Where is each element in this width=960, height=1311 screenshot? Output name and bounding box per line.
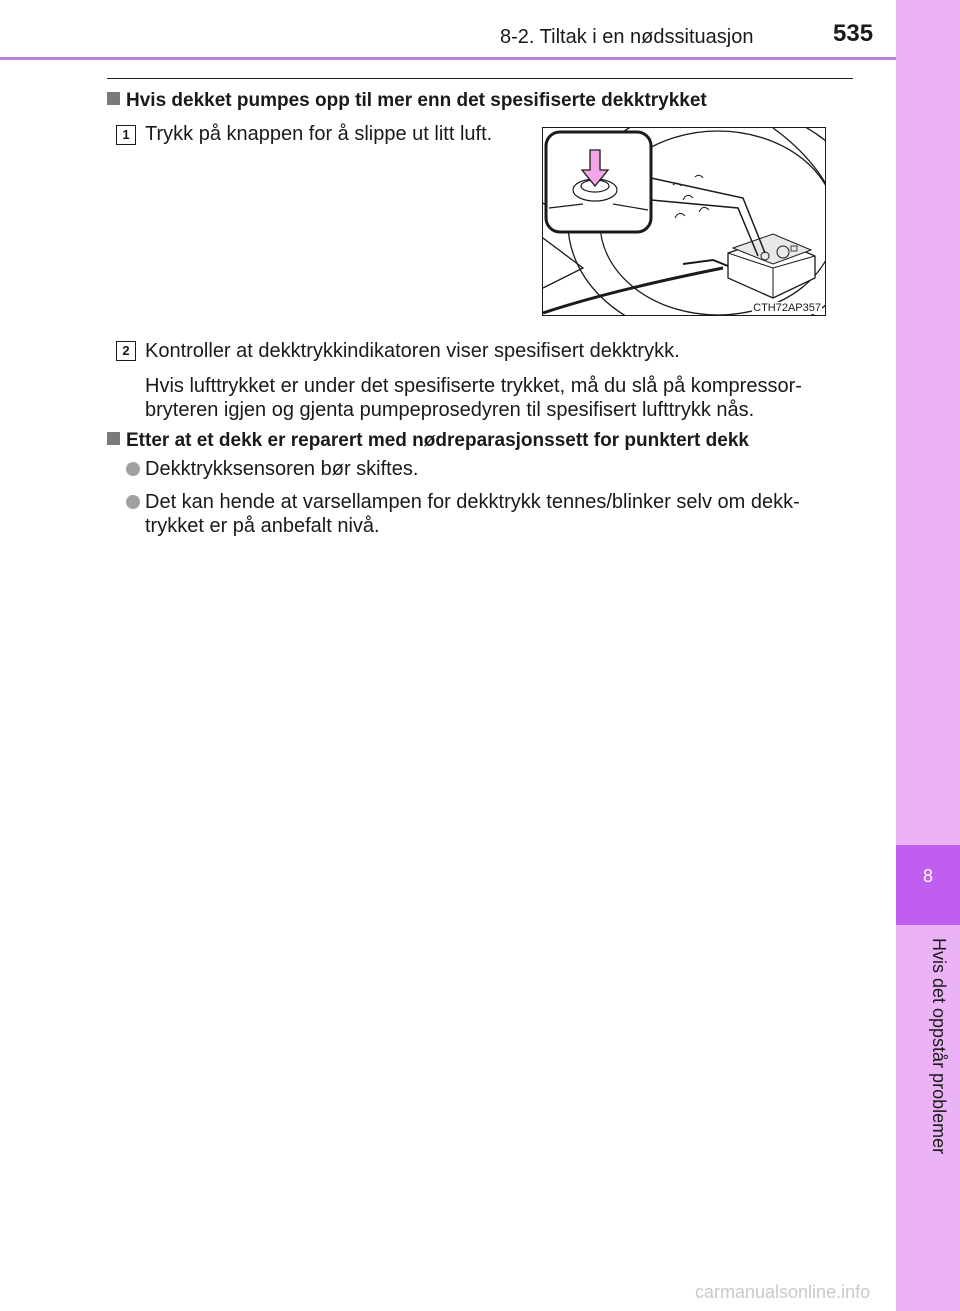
step-2-note-line-2: bryteren igjen og gjenta pumpeprosedyren til spesifisert lufttrykk nås. [145, 399, 755, 421]
section-heading-1-text: Hvis dekket pumpes opp til mer enn det spesifiserte dekktrykket [126, 90, 707, 111]
compressor-drawing [543, 128, 826, 316]
square-bullet-icon [107, 92, 120, 105]
section-rule [107, 78, 853, 79]
bullet-2-line-1: Det kan hende at varsellampen for dekktrykk tennes/blinker selv om dekk- [145, 491, 800, 513]
header-divider [0, 57, 896, 60]
round-bullet-icon [126, 495, 140, 509]
header-section-title: 8-2. Tiltak i en nødssituasjon [500, 26, 754, 48]
step-2-note-line-1: Hvis lufttrykket er under det spesifiserte trykket, må du slå på kompressor- [145, 375, 802, 397]
figure-code: CTH72AP357 [753, 302, 821, 314]
square-bullet-icon [107, 432, 120, 445]
step-2-text: Kontroller at dekktrykkindikatoren viser spesifisert dekktrykk. [145, 340, 680, 362]
page-number: 535 [833, 20, 874, 47]
step-number-1: 1 [116, 125, 136, 145]
bullet-1-text: Dekktrykksensoren bør skiftes. [145, 458, 419, 480]
compressor-illustration [542, 127, 826, 316]
bullet-2-line-2: trykket er på anbefalt nivå. [145, 515, 380, 537]
section-heading-1 [107, 90, 707, 112]
watermark: carmanualsonline.info [695, 1282, 871, 1302]
section-heading-2-text: Etter at et dekk er reparert med nødreparasjonssett for punktert dekk [126, 430, 749, 451]
section-heading-2 [107, 430, 749, 452]
step-1-text: Trykk på knappen for å slippe ut litt luft. [145, 123, 493, 145]
step-number-2: 2 [116, 341, 136, 361]
chapter-title: Hvis det oppstår problemer [929, 938, 949, 1155]
round-bullet-icon [126, 462, 140, 476]
chapter-number: 8 [922, 866, 933, 886]
